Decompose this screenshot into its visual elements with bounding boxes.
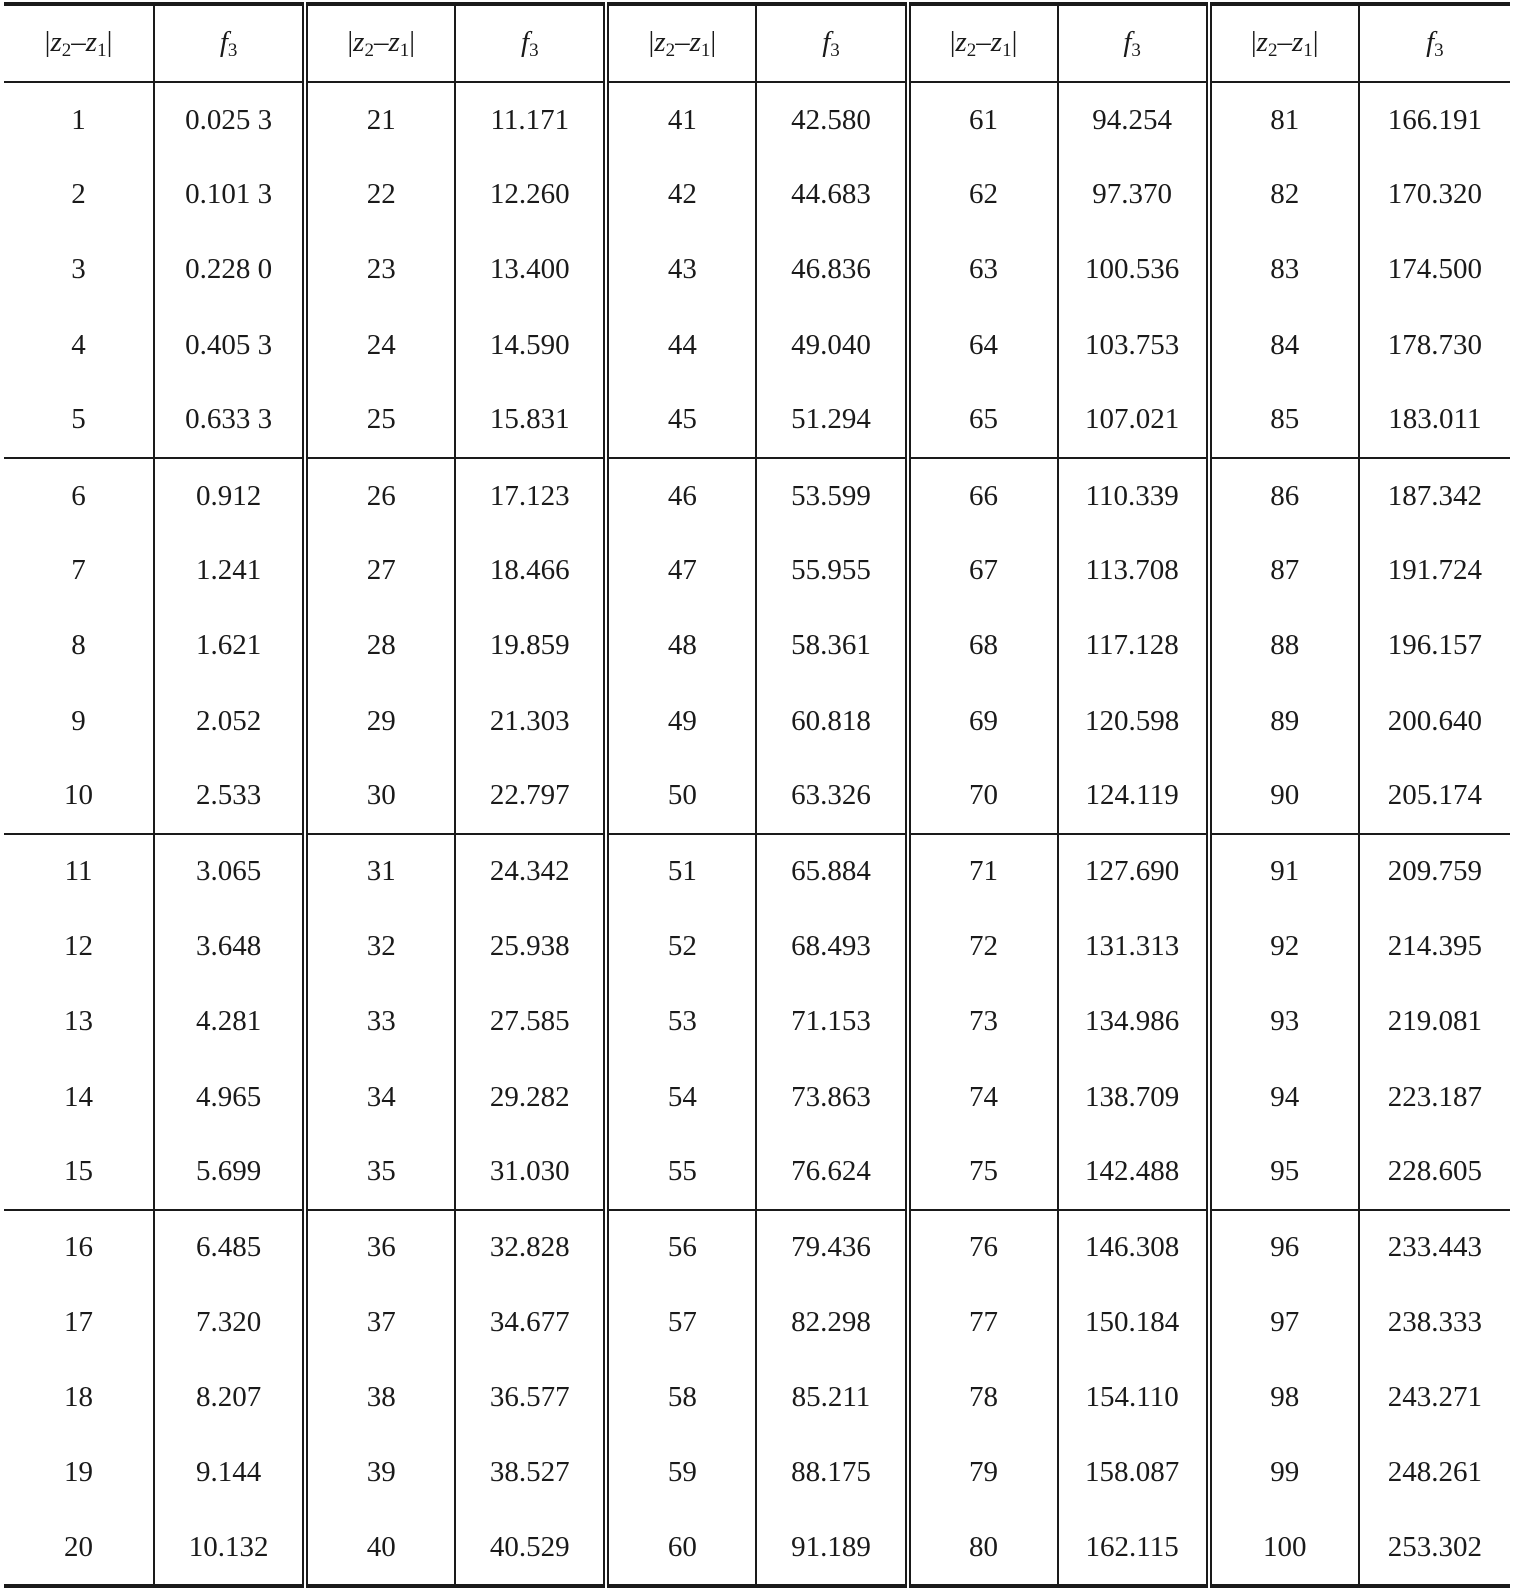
table-row — [4, 82, 1510, 157]
subscript-1: 1 — [97, 39, 107, 61]
cell-f3-value: 29.282 — [455, 1059, 606, 1134]
cell-f3-value: 209.759 — [1387, 855, 1482, 888]
table-row — [4, 909, 1510, 984]
cell-z-difference: 70 — [908, 759, 1058, 834]
cell-f3-value: 51.294 — [756, 383, 907, 458]
table-row — [4, 1435, 1510, 1510]
cell-f3-value: 11.171 — [455, 82, 606, 157]
cell-z-difference: 44 — [606, 308, 756, 383]
cell-f3-value: 187.342 — [1387, 479, 1482, 512]
cell-z-difference: 8 — [4, 608, 154, 683]
header-z-difference — [606, 4, 756, 82]
cell-z-difference: 96 — [1209, 1210, 1359, 1285]
var-z: z — [1291, 25, 1304, 58]
subscript-2: 2 — [61, 39, 72, 61]
cell-f3-value: 223.187 — [1387, 1080, 1482, 1113]
var-f: f — [521, 25, 530, 58]
cell-z-difference: 69 — [908, 684, 1058, 759]
header-f3 — [455, 4, 606, 82]
cell-f3-value: 24.342 — [455, 834, 606, 909]
var-f: f — [1123, 25, 1132, 58]
cell-z-difference: 24 — [305, 308, 455, 383]
cell-z-difference: 50 — [606, 759, 756, 834]
cell-z-difference: 64 — [908, 308, 1058, 383]
cell-z-difference: 55 — [606, 1135, 756, 1210]
cell-z-difference: 100 — [1209, 1511, 1359, 1586]
data-table-container — [4, 2, 1510, 1588]
cell-z-difference: 11 — [4, 834, 154, 909]
cell-f3-value: 150.184 — [1058, 1285, 1209, 1360]
abs-bar-left: | — [1250, 25, 1257, 58]
var-z: z — [654, 25, 666, 58]
cell-f3-value: 18.466 — [455, 533, 606, 608]
cell-f3-value: 3.065 — [154, 834, 305, 909]
cell-z-difference: 92 — [1209, 909, 1359, 984]
cell-z-difference: 68 — [908, 608, 1058, 683]
cell-f3-value: 27.585 — [455, 984, 606, 1059]
cell-f3-value: 228.605 — [1359, 1135, 1510, 1210]
table-row — [4, 157, 1510, 232]
abs-bar-left: | — [648, 25, 655, 58]
header-z-difference — [305, 4, 455, 82]
cell-z-difference: 31 — [305, 834, 455, 909]
var-z: z — [388, 25, 400, 58]
cell-f3-value: 2.533 — [154, 759, 305, 834]
cell-f3-value: 138.709 — [1058, 1059, 1209, 1134]
cell-z-difference: 97 — [1209, 1285, 1359, 1360]
var-f: f — [822, 25, 831, 58]
header-z-difference — [908, 4, 1058, 82]
cell-f3-value: 32.828 — [455, 1210, 606, 1285]
table-row — [4, 533, 1510, 608]
cell-f3-value: 183.011 — [1359, 383, 1510, 458]
var-z: z — [1256, 25, 1268, 58]
cell-f3-value: 117.128 — [1058, 608, 1209, 683]
cell-f3-value: 71.153 — [756, 984, 907, 1059]
table-row — [4, 1360, 1510, 1435]
cell-z-difference: 65 — [908, 383, 1058, 458]
cell-z-difference: 19 — [4, 1435, 154, 1510]
cell-f3-value: 0.405 3 — [154, 308, 305, 383]
cell-f3-value: 9.144 — [154, 1435, 305, 1510]
table-row — [4, 984, 1510, 1059]
minus-sign: – — [373, 25, 389, 58]
cell-z-difference: 48 — [606, 608, 756, 683]
cell-f3-value: 110.339 — [1058, 458, 1209, 533]
cell-f3-value: 58.361 — [756, 608, 907, 683]
cell-f3-value: 0.912 — [154, 458, 305, 533]
cell-z-difference: 7 — [4, 533, 154, 608]
cell-z-difference: 62 — [908, 157, 1058, 232]
cell-f3-value: 14.590 — [455, 308, 606, 383]
cell-z-difference: 2 — [4, 157, 154, 232]
cell-z-difference: 98 — [1209, 1360, 1359, 1435]
cell-f3-value: 243.271 — [1387, 1381, 1482, 1414]
cell-f3-value: 38.527 — [455, 1435, 606, 1510]
subscript-1: 1 — [399, 39, 410, 61]
cell-z-difference: 60 — [606, 1511, 756, 1586]
cell-z-difference: 37 — [305, 1285, 455, 1360]
abs-bar-right: | — [106, 25, 113, 58]
cell-z-difference: 34 — [305, 1059, 455, 1134]
cell-f3-value: 5.699 — [154, 1135, 305, 1210]
cell-f3-value: 21.303 — [455, 684, 606, 759]
abs-bar-right: | — [1011, 25, 1018, 58]
var-z: z — [990, 25, 1003, 58]
cell-f3-value: 253.302 — [1359, 1511, 1510, 1586]
cell-f3-value: 154.110 — [1058, 1360, 1209, 1435]
cell-z-difference: 67 — [908, 533, 1058, 608]
cell-z-difference: 10 — [4, 759, 154, 834]
cell-f3-value: 6.485 — [154, 1210, 305, 1285]
cell-z-difference: 52 — [606, 909, 756, 984]
cell-z-difference: 83 — [1209, 232, 1359, 307]
cell-f3-value: 4.965 — [154, 1059, 305, 1134]
cell-f3-value: 22.797 — [455, 759, 606, 834]
var-f: f — [219, 25, 228, 58]
table-body — [4, 82, 1510, 1586]
cell-f3-value: 248.261 — [1387, 1456, 1482, 1489]
cell-f3-value: 134.986 — [1058, 984, 1209, 1059]
cell-f3-value: 127.690 — [1058, 834, 1209, 909]
abs-bar-left: | — [949, 25, 956, 58]
cell-z-difference: 76 — [908, 1210, 1058, 1285]
cell-f3-value: 100.536 — [1058, 232, 1209, 307]
cell-z-difference: 3 — [4, 232, 154, 307]
cell-f3-value: 73.863 — [756, 1059, 907, 1134]
cell-z-difference: 18 — [4, 1360, 154, 1435]
abs-bar-right: | — [710, 25, 717, 58]
cell-z-difference: 45 — [606, 383, 756, 458]
var-z: z — [85, 25, 98, 58]
cell-f3-value: 53.599 — [756, 458, 907, 533]
cell-z-difference: 25 — [305, 383, 455, 458]
cell-z-difference: 89 — [1209, 684, 1359, 759]
minus-sign: – — [71, 25, 86, 58]
table-row — [4, 1285, 1510, 1360]
cell-z-difference: 41 — [606, 82, 756, 157]
cell-z-difference: 49 — [606, 684, 756, 759]
cell-f3-value: 238.333 — [1387, 1306, 1482, 1339]
subscript-3: 3 — [1131, 39, 1141, 61]
cell-z-difference: 53 — [606, 984, 756, 1059]
cell-z-difference: 33 — [305, 984, 455, 1059]
abs-bar-left: | — [347, 25, 354, 58]
subscript-3: 3 — [830, 39, 840, 61]
cell-f3-value: 97.370 — [1058, 157, 1209, 232]
header-row — [4, 4, 1510, 82]
cell-f3-value: 4.281 — [154, 984, 305, 1059]
cell-f3-value: 91.189 — [756, 1511, 907, 1586]
header-f3 — [154, 4, 305, 82]
minus-sign: – — [976, 25, 991, 58]
subscript-2: 2 — [364, 39, 374, 61]
cell-z-difference: 75 — [908, 1135, 1058, 1210]
cell-f3-value: 60.818 — [756, 684, 907, 759]
var-z: z — [353, 25, 365, 58]
cell-f3-value: 196.157 — [1387, 629, 1482, 662]
cell-f3-value: 120.598 — [1058, 684, 1209, 759]
cell-z-difference: 16 — [4, 1210, 154, 1285]
cell-z-difference: 86 — [1209, 458, 1359, 533]
subscript-1: 1 — [700, 39, 711, 61]
cell-z-difference: 71 — [908, 834, 1058, 909]
cell-f3-value: 76.624 — [756, 1135, 907, 1210]
cell-z-difference: 28 — [305, 608, 455, 683]
cell-z-difference: 87 — [1209, 533, 1359, 608]
cell-z-difference: 85 — [1209, 383, 1359, 458]
cell-f3-value: 0.025 3 — [154, 82, 305, 157]
cell-f3-value: 103.753 — [1058, 308, 1209, 383]
cell-z-difference: 20 — [4, 1511, 154, 1586]
cell-z-difference: 38 — [305, 1360, 455, 1435]
cell-f3-value: 68.493 — [756, 909, 907, 984]
table-row — [4, 1511, 1510, 1586]
cell-f3-value: 124.119 — [1058, 759, 1209, 834]
subscript-2: 2 — [665, 39, 676, 61]
cell-z-difference: 91 — [1209, 834, 1359, 909]
cell-f3-value: 170.320 — [1387, 178, 1482, 211]
cell-z-difference: 12 — [4, 909, 154, 984]
cell-z-difference: 17 — [4, 1285, 154, 1360]
cell-f3-value: 214.395 — [1387, 930, 1482, 963]
cell-f3-value: 34.677 — [455, 1285, 606, 1360]
cell-f3-value: 65.884 — [756, 834, 907, 909]
cell-f3-value: 0.101 3 — [154, 157, 305, 232]
cell-z-difference: 32 — [305, 909, 455, 984]
cell-f3-value: 113.708 — [1058, 533, 1209, 608]
cell-z-difference: 63 — [908, 232, 1058, 307]
cell-f3-value: 94.254 — [1058, 82, 1209, 157]
cell-f3-value: 0.228 0 — [154, 232, 305, 307]
cell-f3-value: 2.052 — [154, 684, 305, 759]
cell-f3-value: 85.211 — [756, 1360, 907, 1435]
cell-f3-value: 55.955 — [756, 533, 907, 608]
cell-z-difference: 73 — [908, 984, 1058, 1059]
cell-z-difference: 58 — [606, 1360, 756, 1435]
table-row — [4, 834, 1510, 909]
header-f3 — [1359, 4, 1510, 82]
cell-z-difference: 21 — [305, 82, 455, 157]
cell-z-difference: 22 — [305, 157, 455, 232]
cell-z-difference: 14 — [4, 1059, 154, 1134]
cell-z-difference: 94 — [1209, 1059, 1359, 1134]
cell-z-difference: 93 — [1209, 984, 1359, 1059]
cell-f3-value: 158.087 — [1058, 1435, 1209, 1510]
cell-z-difference: 26 — [305, 458, 455, 533]
cell-f3-value: 162.115 — [1058, 1511, 1209, 1586]
cell-f3-value: 3.648 — [154, 909, 305, 984]
cell-f3-value: 36.577 — [455, 1360, 606, 1435]
table-row — [4, 232, 1510, 307]
cell-f3-value: 146.308 — [1058, 1210, 1209, 1285]
var-f: f — [1426, 25, 1435, 58]
cell-f3-value: 10.132 — [154, 1511, 305, 1586]
var-z: z — [955, 25, 967, 58]
subscript-3: 3 — [227, 39, 238, 61]
cell-f3-value: 49.040 — [756, 308, 907, 383]
cell-z-difference: 90 — [1209, 759, 1359, 834]
cell-f3-value: 0.633 3 — [154, 383, 305, 458]
cell-f3-value: 63.326 — [756, 759, 907, 834]
abs-bar-left: | — [44, 25, 51, 58]
cell-z-difference: 99 — [1209, 1435, 1359, 1510]
table-row — [4, 608, 1510, 683]
cell-z-difference: 77 — [908, 1285, 1058, 1360]
header-f3 — [756, 4, 907, 82]
cell-z-difference: 13 — [4, 984, 154, 1059]
f3-value-table — [4, 2, 1510, 1588]
var-z: z — [689, 25, 701, 58]
cell-f3-value: 15.831 — [455, 383, 606, 458]
abs-bar-right: | — [1312, 25, 1319, 58]
table-header — [4, 4, 1510, 82]
var-z: z — [50, 25, 62, 58]
cell-z-difference: 29 — [305, 684, 455, 759]
cell-z-difference: 4 — [4, 308, 154, 383]
cell-f3-value: 40.529 — [455, 1511, 606, 1586]
cell-f3-value: 88.175 — [756, 1435, 907, 1510]
cell-z-difference: 30 — [305, 759, 455, 834]
cell-f3-value: 46.836 — [756, 232, 907, 307]
cell-f3-value: 82.298 — [756, 1285, 907, 1360]
table-row — [4, 1135, 1510, 1210]
cell-f3-value: 142.488 — [1058, 1135, 1209, 1210]
cell-f3-value: 200.640 — [1387, 704, 1482, 737]
cell-z-difference: 23 — [305, 232, 455, 307]
cell-z-difference: 36 — [305, 1210, 455, 1285]
cell-z-difference: 35 — [305, 1135, 455, 1210]
cell-f3-value: 178.730 — [1387, 328, 1482, 361]
cell-f3-value: 166.191 — [1387, 103, 1482, 136]
cell-f3-value: 42.580 — [756, 82, 907, 157]
cell-f3-value: 191.724 — [1387, 554, 1482, 587]
cell-z-difference: 9 — [4, 684, 154, 759]
cell-z-difference: 56 — [606, 1210, 756, 1285]
table-row — [4, 759, 1510, 834]
cell-f3-value: 79.436 — [756, 1210, 907, 1285]
cell-f3-value: 8.207 — [154, 1360, 305, 1435]
table-row — [4, 458, 1510, 533]
cell-f3-value: 107.021 — [1058, 383, 1209, 458]
cell-z-difference: 72 — [908, 909, 1058, 984]
cell-z-difference: 74 — [908, 1059, 1058, 1134]
cell-z-difference: 61 — [908, 82, 1058, 157]
cell-z-difference: 88 — [1209, 608, 1359, 683]
cell-z-difference: 84 — [1209, 308, 1359, 383]
cell-z-difference: 80 — [908, 1511, 1058, 1586]
cell-f3-value: 1.241 — [154, 533, 305, 608]
cell-f3-value: 25.938 — [455, 909, 606, 984]
subscript-2: 2 — [1267, 39, 1278, 61]
cell-z-difference: 43 — [606, 232, 756, 307]
cell-f3-value: 205.174 — [1359, 759, 1510, 834]
cell-f3-value: 219.081 — [1387, 1005, 1482, 1038]
cell-z-difference: 42 — [606, 157, 756, 232]
header-f3 — [1058, 4, 1209, 82]
cell-f3-value: 1.621 — [154, 608, 305, 683]
abs-bar-right: | — [409, 25, 416, 58]
subscript-3: 3 — [529, 39, 539, 61]
cell-f3-value: 17.123 — [455, 458, 606, 533]
cell-z-difference: 95 — [1209, 1135, 1359, 1210]
cell-f3-value: 31.030 — [455, 1135, 606, 1210]
cell-z-difference: 1 — [4, 82, 154, 157]
subscript-2: 2 — [966, 39, 977, 61]
minus-sign: – — [675, 25, 690, 58]
subscript-3: 3 — [1434, 39, 1444, 61]
cell-z-difference: 51 — [606, 834, 756, 909]
cell-f3-value: 233.443 — [1387, 1231, 1482, 1264]
cell-z-difference: 82 — [1209, 157, 1359, 232]
cell-z-difference: 27 — [305, 533, 455, 608]
cell-z-difference: 40 — [305, 1511, 455, 1586]
cell-z-difference: 79 — [908, 1435, 1058, 1510]
cell-z-difference: 47 — [606, 533, 756, 608]
table-row — [4, 1210, 1510, 1285]
cell-f3-value: 19.859 — [455, 608, 606, 683]
cell-z-difference: 54 — [606, 1059, 756, 1134]
table-row — [4, 308, 1510, 383]
cell-z-difference: 39 — [305, 1435, 455, 1510]
cell-z-difference: 6 — [4, 458, 154, 533]
cell-z-difference: 81 — [1209, 82, 1359, 157]
cell-f3-value: 174.500 — [1387, 253, 1482, 286]
header-z-difference — [4, 4, 154, 82]
table-row — [4, 383, 1510, 458]
cell-z-difference: 15 — [4, 1135, 154, 1210]
cell-f3-value: 7.320 — [154, 1285, 305, 1360]
cell-f3-value: 13.400 — [455, 232, 606, 307]
cell-f3-value: 131.313 — [1058, 909, 1209, 984]
minus-sign: – — [1277, 25, 1292, 58]
subscript-1: 1 — [1002, 39, 1012, 61]
header-z-difference — [1209, 4, 1359, 82]
cell-f3-value: 12.260 — [455, 157, 606, 232]
cell-z-difference: 78 — [908, 1360, 1058, 1435]
cell-z-difference: 57 — [606, 1285, 756, 1360]
cell-z-difference: 59 — [606, 1435, 756, 1510]
cell-z-difference: 46 — [606, 458, 756, 533]
cell-z-difference: 5 — [4, 383, 154, 458]
cell-z-difference: 66 — [908, 458, 1058, 533]
table-row — [4, 684, 1510, 759]
cell-f3-value: 44.683 — [756, 157, 907, 232]
subscript-1: 1 — [1303, 39, 1313, 61]
table-row — [4, 1059, 1510, 1134]
